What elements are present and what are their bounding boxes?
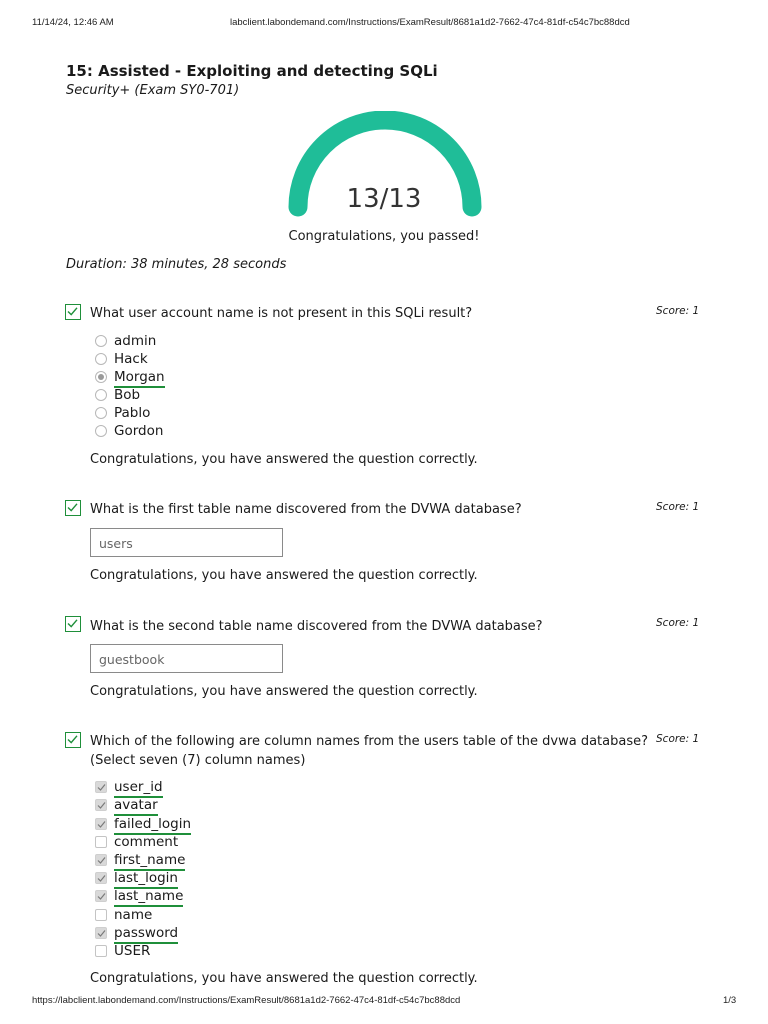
option-label: first_name <box>114 852 185 871</box>
radio-button-selected[interactable] <box>95 371 107 383</box>
checkbox[interactable] <box>95 909 107 921</box>
question-text: What user account name is not present in this SQLi result? <box>90 306 473 321</box>
correct-check-icon <box>65 616 81 632</box>
option-label: name <box>114 907 153 923</box>
option-label: comment <box>114 834 179 850</box>
question-score: Score: 1 <box>656 617 700 629</box>
option-label: USER <box>114 943 151 959</box>
question-text: What is the first table name discovered from the DVWA database? <box>90 502 522 517</box>
radio-button[interactable] <box>95 335 107 347</box>
checkbox-checked[interactable] <box>95 799 107 811</box>
correct-check-icon <box>65 500 81 516</box>
option-label: failed_login <box>114 816 191 835</box>
option-label: last_name <box>114 888 183 907</box>
page-number: 1/3 <box>723 995 737 1006</box>
pass-message: Congratulations, you passed! <box>288 229 480 244</box>
option-label: Hack <box>114 351 148 367</box>
answer-field[interactable]: guestbook <box>90 644 283 673</box>
footer-url: https://labclient.labondemand.com/Instructions/ExamResult/8681a1d2-7662-47c4-81df-c54c7bc88dcd <box>32 995 461 1006</box>
option-label: password <box>114 925 178 944</box>
duration-text: Duration: 38 minutes, 28 seconds <box>66 257 287 272</box>
feedback-text: Congratulations, you have answered the question correctly. <box>90 971 478 986</box>
checkbox-checked[interactable] <box>95 781 107 793</box>
exam-subtitle: Security+ (Exam SY0-701) <box>66 83 240 98</box>
print-datetime: 11/14/24, 12:46 AM <box>32 17 114 28</box>
print-url: labclient.labondemand.com/Instructions/ExamResult/8681a1d2-7662-47c4-81df-c54c7bc88dcd <box>230 17 630 28</box>
checkbox-checked[interactable] <box>95 927 107 939</box>
feedback-text: Congratulations, you have answered the question correctly. <box>90 568 478 583</box>
checkbox-checked[interactable] <box>95 872 107 884</box>
option-label: avatar <box>114 797 158 816</box>
page-title: 15: Assisted - Exploiting and detecting SQLi <box>66 62 438 80</box>
option-label: Morgan <box>114 369 165 388</box>
correct-check-icon <box>65 732 81 748</box>
radio-button[interactable] <box>95 389 107 401</box>
option-label: Gordon <box>114 423 164 439</box>
feedback-text: Congratulations, you have answered the question correctly. <box>90 684 478 699</box>
checkbox-checked[interactable] <box>95 818 107 830</box>
option-label: admin <box>114 333 157 349</box>
feedback-text: Congratulations, you have answered the question correctly. <box>90 452 478 467</box>
radio-button[interactable] <box>95 353 107 365</box>
score-value: 13/13 <box>346 184 422 214</box>
radio-button[interactable] <box>95 425 107 437</box>
question-text: Which of the following are column names from the users table of the dvwa database? (Select seven (7) column names) <box>90 734 648 768</box>
option-label: Pablo <box>114 405 151 421</box>
question-score: Score: 1 <box>656 501 700 513</box>
question-score: Score: 1 <box>656 733 700 745</box>
question-text: What is the second table name discovered from the DVWA database? <box>90 619 543 634</box>
radio-button[interactable] <box>95 407 107 419</box>
checkbox-checked[interactable] <box>95 854 107 866</box>
option-label: last_login <box>114 870 178 889</box>
correct-check-icon <box>65 304 81 320</box>
option-label: Bob <box>114 387 141 403</box>
checkbox[interactable] <box>95 945 107 957</box>
question-score: Score: 1 <box>656 305 700 317</box>
checkbox[interactable] <box>95 836 107 848</box>
checkbox-checked[interactable] <box>95 890 107 902</box>
option-label: user_id <box>114 779 163 798</box>
answer-field[interactable]: users <box>90 528 283 557</box>
